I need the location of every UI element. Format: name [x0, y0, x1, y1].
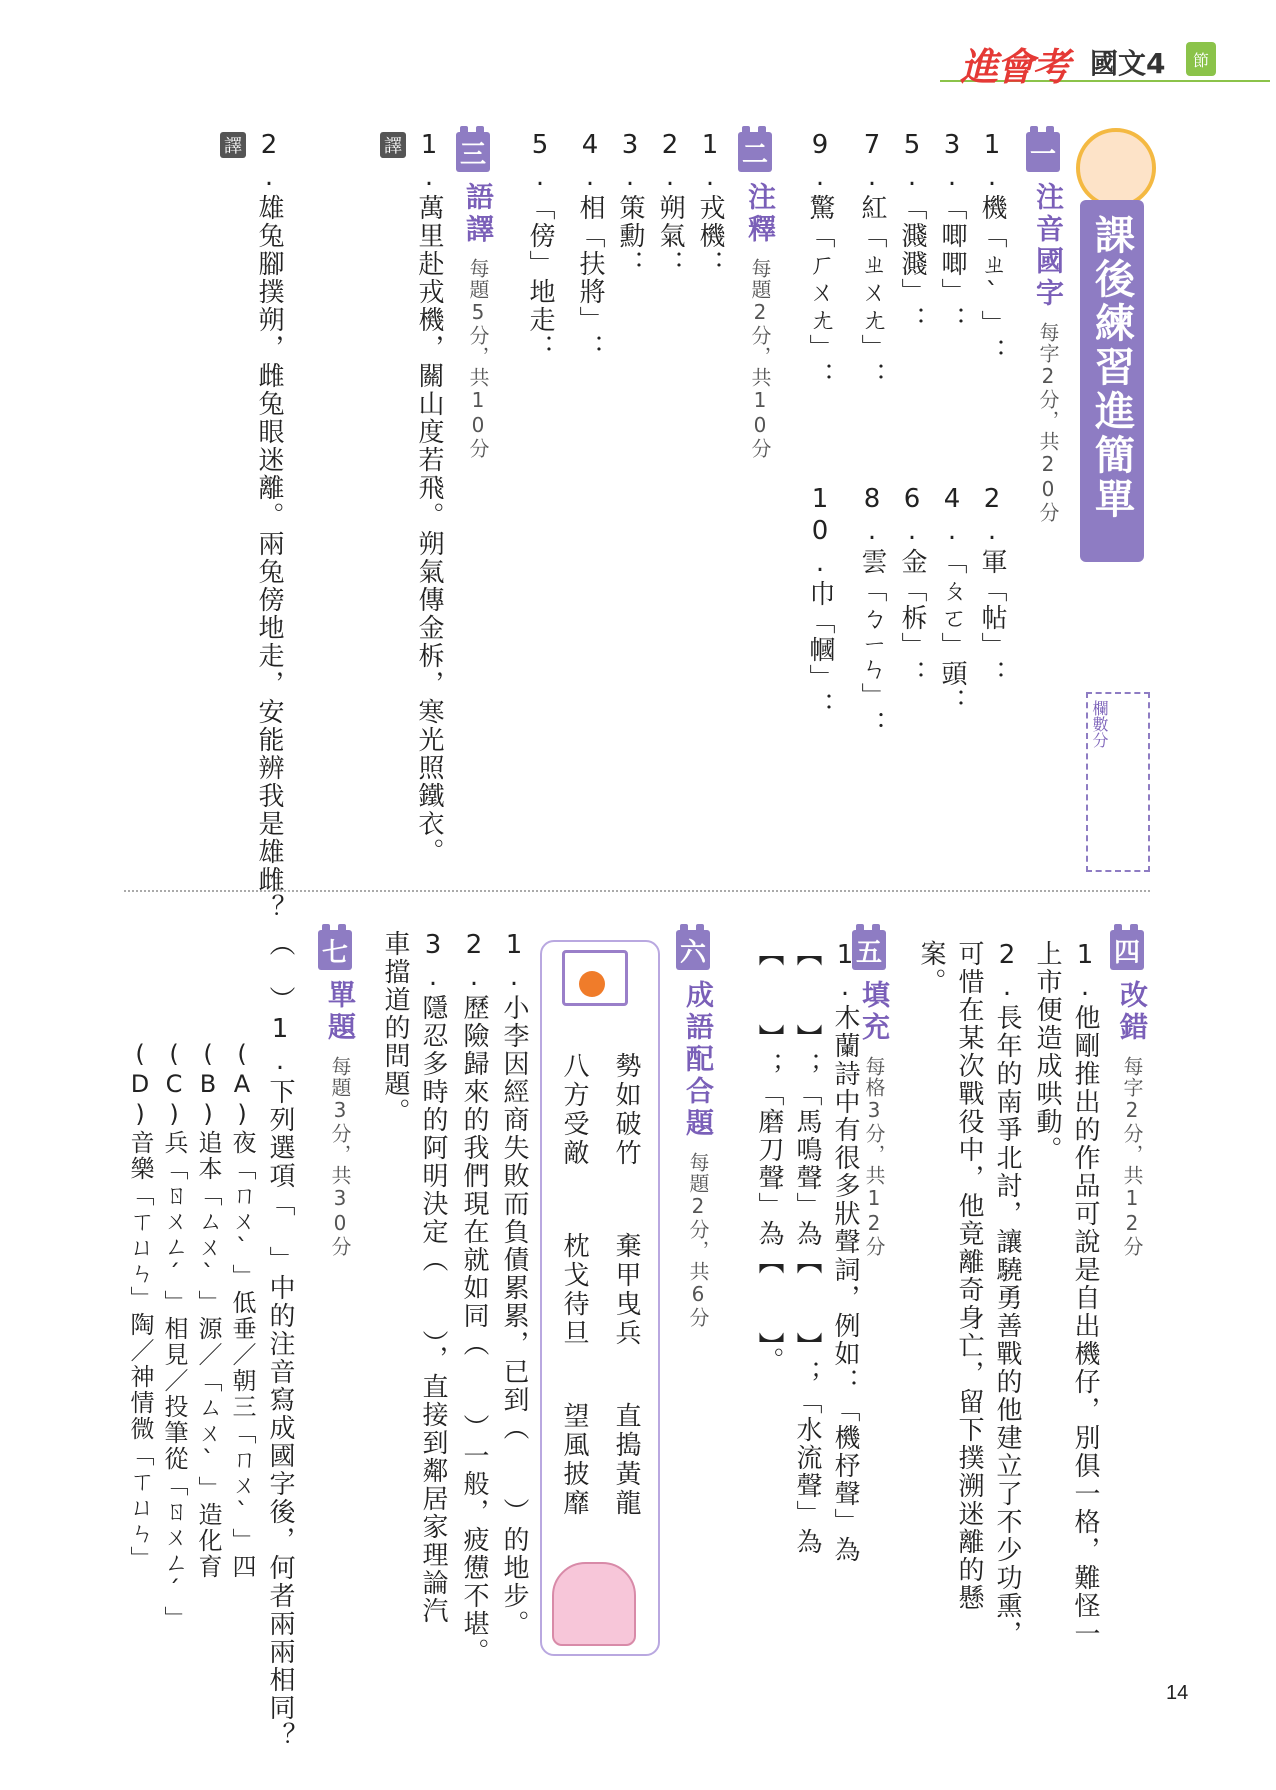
s6-item-2: 2.歷險歸來的我們現在就如同（ ）一般，疲憊不堪。: [459, 930, 489, 1666]
s1-item-3: 3.「唧唧」：: [937, 130, 967, 334]
title-banner: [1080, 200, 1144, 562]
s2-item-3: 3.策勳：: [615, 130, 645, 278]
section-7-header: [318, 930, 360, 1257]
page-number: 14: [1166, 1682, 1189, 1704]
girl-basketball-icon: [552, 1562, 636, 1646]
section-6-score: 每題2分，共6分: [686, 1152, 710, 1328]
idiom-option-1: 勢如破竹: [611, 1052, 641, 1168]
idiom-option-2: 棄甲曳兵: [611, 1232, 641, 1348]
s3-item-2: 2.雄兔腳撲朔，雌兔眼迷離。兩兔傍地走，安能辨我是雄雌？: [254, 130, 284, 922]
header: [940, 36, 1276, 88]
section-2-header: [738, 132, 780, 459]
s6-item-3: 3.隱忍多時的阿明決定（ ），直接到鄰居家理論汽車擋道的問題。: [380, 930, 448, 1625]
section-1-title: 注音國字: [1032, 182, 1065, 310]
score-label: 欄數分: [1090, 700, 1109, 748]
section-6-title: 成語配合題: [682, 980, 715, 1140]
s4-item-2: 2.長年的南爭北討，讓驍勇善戰的他建立了不少功熏，可惜在某次戰役中，他竟離奇身亡，留下撲溯迷離的懸案。: [916, 940, 1022, 1648]
s6-item-1: 1.小李因經商失敗而負債累累，已到（ ）的地步。: [499, 930, 529, 1638]
section-2-title: 注釋: [744, 182, 777, 246]
s1-item-7: 7.紅「ㄓㄨㄤ」：: [857, 130, 887, 390]
s1-item-10: 10.巾「幗」：: [805, 484, 835, 720]
section-4-title: 改錯: [1116, 980, 1149, 1044]
girl-face-icon: [1076, 128, 1156, 208]
section-7-score: 每題3分，共30分: [328, 1056, 352, 1257]
section-5-badge: 五: [852, 930, 886, 970]
section-1-badge: 一: [1026, 132, 1060, 172]
idiom-option-5: 枕戈待旦: [559, 1232, 589, 1348]
section-3-badge: 三: [456, 132, 490, 172]
s7-item-1: （ ）1.下列選項「 」中的注音寫成國字後，何者兩兩相同？: [265, 930, 295, 1750]
section-4-header: [1110, 930, 1152, 1257]
s7-choice-c: (C)兵「ㄖㄨㄥˊ」相見／投筆從「ㄖㄨㄥˊ」: [160, 1040, 188, 1632]
section-3-score: 每題5分，共10分: [466, 258, 490, 459]
brand-logo: 進會考: [960, 45, 1069, 89]
idiom-option-3: 直搗黃龍: [611, 1402, 641, 1518]
s2-item-5: 5.「傍」地走：: [525, 130, 555, 362]
idiom-option-4: 八方受敵: [559, 1052, 589, 1168]
subject-label: 國文4: [1090, 47, 1166, 80]
s1-item-2: 2.軍「帖」：: [977, 484, 1007, 688]
s1-item-6: 6.金「柝」：: [897, 484, 927, 688]
s1-item-8: 8.雲「ㄅㄧㄣ」：: [857, 484, 887, 739]
section-4-badge: 四: [1110, 930, 1144, 970]
s7-choice-a: (A)夜「ㄇㄨˋ」低垂／朝三「ㄇㄨˋ」四: [228, 1040, 256, 1580]
basketball-hoop-icon: [562, 950, 628, 1006]
s3-item-1: 1.萬里赴戎機，關山度若飛。朔氣傳金柝，寒光照鐵衣。: [414, 130, 444, 866]
section-1-header: [1026, 132, 1068, 523]
s4-item-1: 1.他剛推出的作品可說是自出機仔，別俱一格，難怪一上市便造成哄動。: [1032, 940, 1100, 1648]
section-6-header: [676, 930, 718, 1328]
s5-item-1: 1.木蘭詩中有很多狀聲詞，例如：「機杼聲」為【 】；「馬鳴聲」為【 】；「水流聲」為【 】；「磨刀聲」為【 】。: [754, 940, 860, 1564]
idiom-option-6: 望風披靡: [559, 1402, 589, 1518]
basketball-icon: [579, 971, 605, 997]
section-5-score: 每格3分，共12分: [862, 1056, 886, 1257]
section-7-title: 單題: [324, 980, 357, 1044]
s1-item-9: 9.驚「ㄏㄨㄤ」：: [805, 130, 835, 390]
s7-choice-b: (B)追本「ㄙㄨˋ」源／「ㄙㄨˋ」造化育: [194, 1040, 222, 1580]
section-2-badge: 二: [738, 132, 772, 172]
section-4-score: 每字2分，共12分: [1120, 1056, 1144, 1257]
score-box: [1086, 692, 1150, 872]
s1-item-5: 5.「濺濺」：: [897, 130, 927, 334]
s7-choice-d: (D)音樂「ㄒㄩㄣ」陶／神情微「ㄒㄩㄣ」: [126, 1040, 154, 1572]
section-3-header: [456, 132, 498, 459]
idiom-options-box: [540, 940, 660, 1656]
s2-item-2: 2.朔氣：: [655, 130, 685, 278]
s3-trans-1: 譯: [380, 132, 406, 158]
section-7-badge: 七: [318, 930, 352, 970]
s3-trans-2: 譯: [220, 132, 246, 158]
section-2-score: 每題2分，共10分: [748, 258, 772, 459]
section-3-title: 語譯: [462, 182, 495, 246]
tag-label: 節: [1192, 50, 1209, 70]
s1-item-4: 4.「ㄆㄛ」頭：: [937, 484, 967, 716]
bag-icon: [1186, 42, 1216, 76]
s2-item-1: 1.戎機：: [695, 130, 725, 278]
section-6-badge: 六: [676, 930, 710, 970]
section-1-score: 每字2分，共20分: [1036, 322, 1060, 523]
title-text: 課後練習進簡單: [1088, 214, 1135, 522]
s1-item-1: 1.機「ㄓˋ」：: [977, 130, 1007, 366]
s2-item-4: 4.相「扶將」：: [575, 130, 605, 362]
section-5-title: 填充: [858, 980, 891, 1044]
